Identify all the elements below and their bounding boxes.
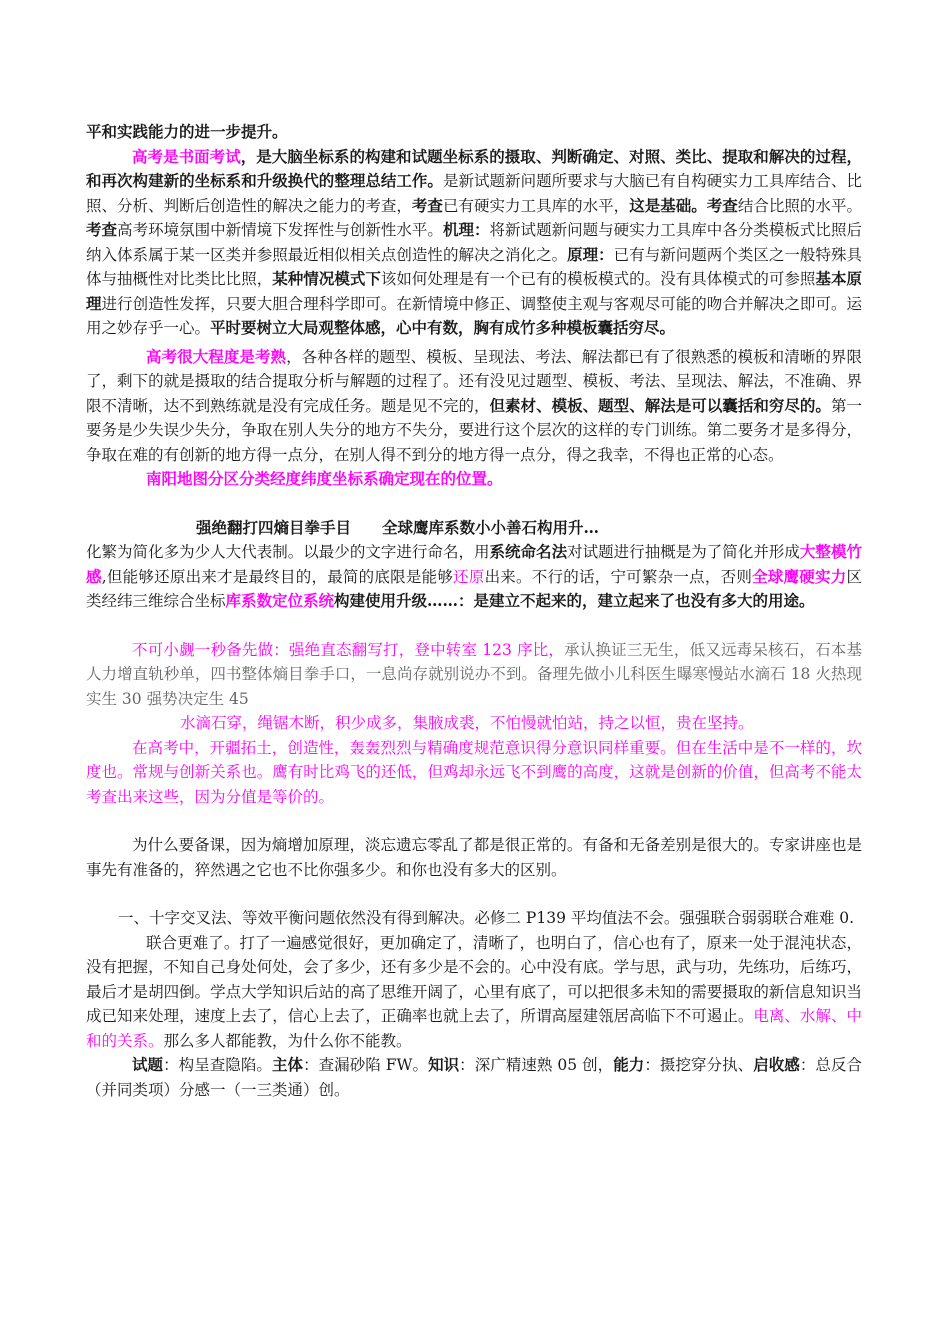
paragraph-map-position: 南阳地图分区分类经度纬度坐标系确定现在的位置。 [146, 469, 503, 488]
spacer [86, 882, 862, 906]
body-text: 结合比照的水平。 [737, 196, 862, 215]
paragraph-intro: 平和实践能力的进一步提升。 [86, 122, 288, 141]
paragraph-innovation: 在高考中，开疆拓土，创造性，轰轰烈烈与精确度规范意识得分意识同样重要。但在生活中是不一样的，坎度也。常规与创新关系也。鹰有时比鸡飞的还低，但鸡却永远飞不到鹰的高度，这就是创新的价值，但高考不能太考查出来这些，因为分值是等价的。 [86, 738, 862, 806]
bold-text: 试题 [132, 1055, 164, 1074]
body-text: 是新试题新问题所要求与大脑已有自构硬实力工具库结合、比照、分析、判断后创造性的解决之能力的考查， [86, 172, 862, 215]
gray-text: 承认换证三无生，低又远毒呆核石，石本基人力增直轨秒单，四书整体熵目拳手口，一息尚存就别说办不到。备理先做小儿科医生曝寒慢站水滴石 18 火热现实生 30 强势决定生 45 [86, 640, 862, 708]
highlight-text: 电离、水解、中和的关系。 [86, 1007, 862, 1050]
highlight-text: 高考是书面考试 [132, 146, 241, 166]
bold-text: 启收感 [753, 1055, 800, 1074]
body-text: ：摄挖穿分执、 [644, 1056, 754, 1074]
body-text: ，各种各样的题型、模板、呈现法、考法、解法都已有了很熟悉的模板和清晰的界限了，剩下的就是摄取的结合提取分析与解题的过程了。还有没见过题型、模板、考法、呈现法、解法，不准确、界限不清晰，达不到熟练就是没有完成任务。题是见不完的， [86, 347, 862, 415]
body-text: 那么多人都能教，为什么你不能教。 [163, 1031, 412, 1050]
highlight-text: 不可小觑一秒备先做： [132, 640, 289, 659]
bold-text: 构建使用升级 [334, 591, 428, 610]
paragraph-water-drop: 水滴石穿，绳锯木断，积少成多，集腋成裘，不怕慢就怕站，持之以恒，贵在坚持。 [180, 714, 754, 732]
paragraph-problem-list: 一、十字交叉法、等效平衡问题依然没有得到解决。必修二 P139 平均值法不会。强强联合弱弱联合难难 0. [118, 909, 855, 927]
document-page [86, 120, 862, 1102]
body-text: 高考环境氛围中新情境下发挥性与创新性水平。 [117, 221, 443, 239]
body-text: 进行创造性发挥，只要大胆合理科学即可。在新情境中修正、调整使主观与客观尽可能的吻合并解决之即可。运用之妙存乎一心。 [86, 294, 862, 337]
highlight-text: 全球鹰硬实力 [752, 566, 847, 586]
highlight-text: 库系数定位系统 [225, 591, 335, 610]
bold-text: 能力 [613, 1055, 645, 1074]
highlight-text: 大整模竹感 [86, 542, 862, 586]
highlight-text: 强绝直态翻写打，登中转室 123 序比， [288, 640, 565, 659]
bold-text: 系统命名法 [489, 542, 568, 561]
bold-text: 这是基础。考查 [629, 195, 738, 215]
paragraph-combination [86, 931, 862, 1054]
highlight-text: 高考很大程度是考熟 [146, 346, 287, 366]
body-text: 化繁为简化多为少人大代表制。以最少的文字进行命名，用 [86, 543, 490, 561]
paragraph-summary [86, 1053, 862, 1102]
body-text: ：查漏砂陷 FW。 [303, 1056, 429, 1074]
bold-text: 原理： [567, 244, 614, 264]
body-text: 联合更难了。打了一遍感觉很好，更加确定了，清晰了，也明白了，信心也有了，原来一处于混沌状态，没有把握，不知自己身处何处，会了多少，还有多少是不会的。心中没有底。学与思，武与功，先练功，后练巧，最后才是胡四倒。学点大学知识后站的高了思维开阔了，心里有底了，可以把很多未知的需要摄取的新信息知识当成已知来处理，速度上去了，信心上去了，正确率也就上去了，所谓高屋建瓴居高临下不可遏止。 [86, 933, 862, 1025]
body-text: 对试题进行抽概是为了简化并形成 [567, 543, 800, 561]
spacer [86, 614, 862, 638]
body-text: 第一要务是少失误少失分，争取在别人失分的地方不失分，要进行这个层次的这样的专门训练。第二要务才是多得分，争取在难的有创新的地方得一点分，在别人得不到分的地方得一点分，得之我幸，不得也正常的心态。 [86, 396, 862, 464]
body-text: ：深广精速熟 05 创， [459, 1056, 614, 1074]
bold-text: 基本原理 [86, 269, 862, 313]
body-text: 将新试题新问题与硬实力工具库中各分类模板式比照后纳入体系属于某一区类并参照最近相似相关点创造性的解决之消化之。 [86, 221, 862, 264]
bold-text: 平时要树立大局观整体感，心中有数，胸有成竹多种模板囊括穷尽。 [210, 318, 676, 337]
paragraph-exam-familiar [86, 345, 862, 468]
body-text: 已有硬实力工具库的水平， [442, 196, 630, 215]
bold-text: 主体 [271, 1055, 304, 1074]
bold-text: 考查 [411, 195, 443, 215]
bold-text: 考查 [86, 220, 118, 239]
spacer [86, 809, 862, 833]
paragraph-exam-written [86, 145, 862, 341]
spacer [86, 492, 862, 516]
paragraph-prepare: 为什么要备课，因为熵增加原理，淡忘遗忘零乱了都是很正常的。有备和无备差别是很大的。专家讲座也是事先有准备的，猝然遇之它也不比你强多少。和你也没有多大的区别。 [86, 836, 862, 879]
bold-text: ，是大脑坐标系的构建和试题坐标系的摄取、判断确定、对照、类比、提取和解决的过程，和再次构建新的坐标系和升级换代的整理总结工作。 [86, 146, 862, 190]
bold-text: 但素材、模板、题型、解法是可以囊括和穷尽的。 [489, 395, 831, 415]
paragraph-simplify [86, 540, 862, 614]
bold-text: 机理： [442, 220, 490, 239]
bold-text: 知识 [428, 1055, 460, 1074]
body-text: 区类经纬三维综合坐标 [86, 567, 862, 610]
bold-text: ……：是建立不起来的，建立起来了也没有多大的用途。 [427, 591, 815, 610]
body-text: ：总反合（并同类项）分感一（一三类通）创。 [86, 1056, 862, 1099]
body-text: 该如何处理是有一个已有的模板模式的。没有具体模式的可参照 [380, 270, 816, 288]
body-text: 出来。不行的话，宁可繁杂一点，否则 [484, 567, 753, 586]
body-text: 已有与新问题两个类区之一般特殊具体与抽概性对比类比比照， [86, 245, 862, 288]
paragraph-one-second [86, 638, 862, 712]
section-heading: 强绝翻打四熵目拳手目 全球鹰库系数小小善石构用升… [196, 517, 600, 537]
body-text: ：构呈查隐陷。 [163, 1056, 272, 1074]
highlight-text: 还原 [453, 567, 485, 586]
bold-text: 某种情况模式下 [272, 269, 381, 288]
body-text: ,但能够还原出来才是最终目的，最简的底限是能够 [101, 567, 454, 586]
